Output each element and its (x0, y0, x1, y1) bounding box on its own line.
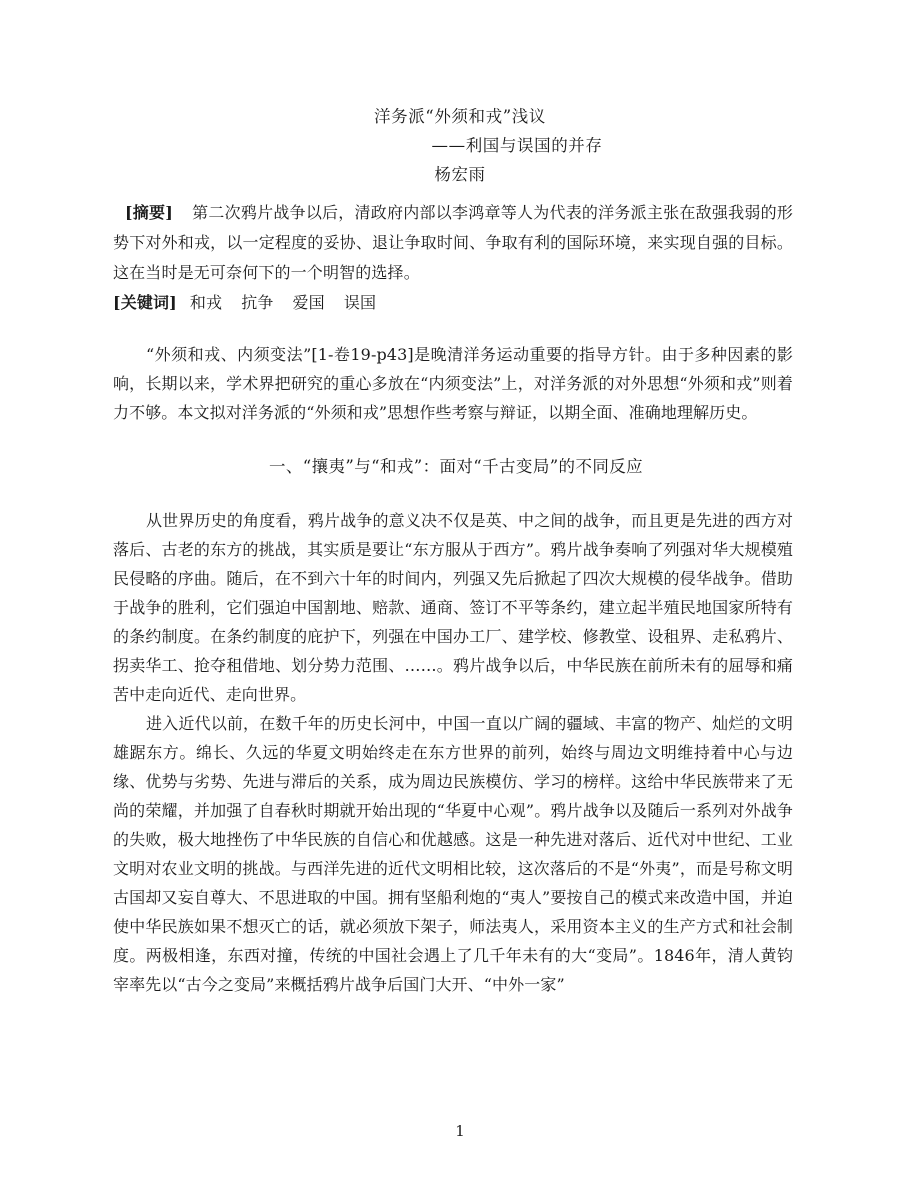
abstract-paragraph (113, 198, 793, 288)
spacer-before-heading (113, 427, 793, 452)
abstract-text: 第二次鸦片战争以后，清政府内部以李鸿章等人为代表的洋务派主张在敌强我弱的形势下对外和戎，以一定程度的妥协、退让争取时间、争取有利的国际环境，来实现自强的目标。这在当时是无可奈何下的一个明智的选择。 (113, 203, 793, 282)
keyword-term-3: 误国 (343, 293, 377, 312)
page-title: 洋务派“外须和戎”浅议 (374, 107, 546, 126)
keyword-term-0: 和戎 (189, 293, 223, 312)
keywords-label: [关键词] (113, 293, 177, 312)
keywords-line (113, 288, 793, 318)
title-block (113, 0, 793, 189)
keyword-term-2: 爱国 (292, 293, 325, 312)
spacer-after-keywords (113, 318, 793, 340)
abstract-label: [摘要] (125, 203, 174, 222)
section-heading-1: 一、“攘夷”与“和戎”：面对“千古变局”的不同反应 (268, 457, 644, 476)
page-content (113, 0, 793, 999)
document-author: 杨宏雨 (434, 165, 486, 184)
spacer-after-heading (113, 481, 793, 506)
intro-paragraph: “外须和戎、内须变法”[1-卷19-p43]是晚清洋务运动重要的指导方针。由于多种因素的影响，长期以来，学术界把研究的重心多放在“内须变法”上，对洋务派的对外思想“外须和戎”则着力不够。本文拟对洋务派的“外须和戎”思想作些考察与辩证，以期全面、准确地理解历史。 (113, 345, 793, 422)
document-subtitle: ——利国与误国的并存 (431, 136, 603, 155)
body-paragraph-1: 从世界历史的角度看，鸦片战争的意义决不仅是英、中之间的战争，而且更是先进的西方对落后、古老的东方的挑战，其实质是要让“东方服从于西方”。鸦片战争奏响了列强对华大规模殖民侵略的序曲。随后，在不到六十年的时间内，列强又先后掀起了四次大规模的侵华战争。借助于战争的胜利，它们强迫中国割地、赔款、通商、签订不平等条约，建立起半殖民地国家所特有的条约制度。在条约制度的庇护下，列强在中国办工厂、建学校、修教堂、设租界、走私鸦片、拐卖华工、抢夺租借地、划分势力范围、……。鸦片战争以后，中华民族在前所未有的屈辱和痛苦中走向近代、走向世界。 (113, 511, 793, 704)
keyword-term-1: 抗争 (241, 293, 274, 312)
body-paragraph-2: 进入近代以前，在数千年的历史长河中，中国一直以广阔的疆域、丰富的物产、灿烂的文明雄踞东方。绵长、久远的华夏文明始终走在东方世界的前列，始终与周边文明维持着中心与边缘、优势与劣势、先进与滞后的关系，成为周边民族模仿、学习的榜样。这给中华民族带来了无尚的荣耀，并加强了自春秋时期就开始出现的“华夏中心观”。鸦片战争以及随后一系列对外战争的失败，极大地挫伤了中华民族的自信心和优越感。这是一种先进对落后、近代对中世纪、工业文明对农业文明的挑战。与西洋先进的近代文明相比较，这次落后的不是“外夷”，而是号称文明古国却又妄自尊大、不思进取的中国。拥有坚船利炮的“夷人”要按自己的模式来改造中国，并迫使中华民族如果不想灭亡的话，就必须放下架子，师法夷人，采用资本主义的生产方式和社会制度。两极相逢，东西对撞，传统的中国社会遇上了几千年未有的大“变局”。1846年，清人黄钧宰率先以“古今之变局”来概括鸦片战争后国门大开、“中外一家” (113, 714, 793, 994)
abstract-block (113, 198, 793, 318)
page-number: 1 (455, 1122, 465, 1140)
